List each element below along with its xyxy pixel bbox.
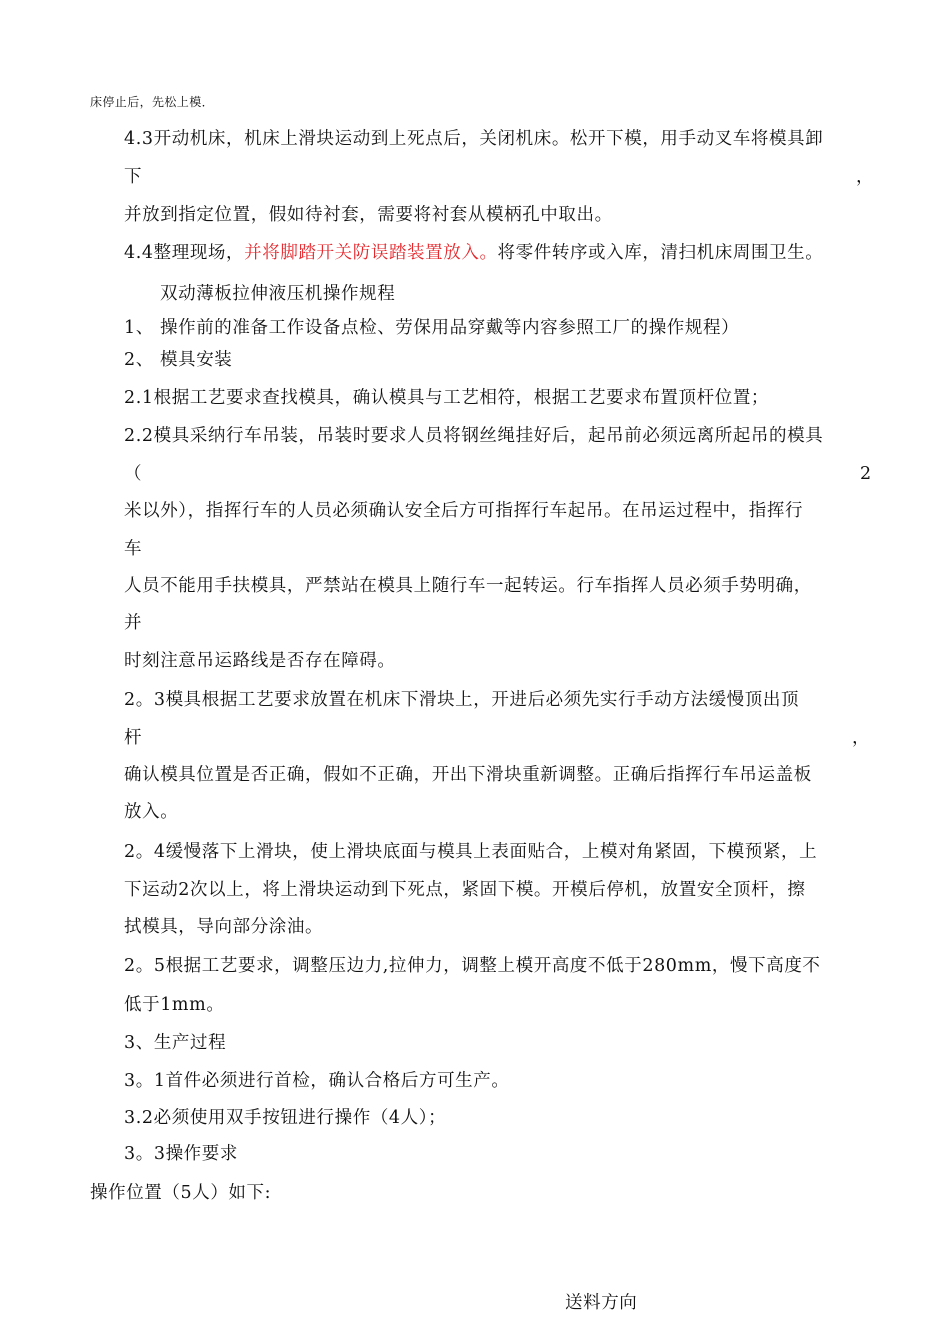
text-line: 时刻注意吊运路线是否存在障碍。 [124, 651, 396, 671]
text-line-end: ， [856, 167, 874, 187]
text-line: 下运动2次以上，将上滑块运动到下死点，紧固下模。开模后停机，放置安全顶杆，擦 [124, 880, 806, 900]
text-line: 人员不能用手扶模具，严禁站在模具上随行车一起转运。行车指挥人员必须手势明确， [124, 576, 812, 596]
text-line: 车 [124, 539, 143, 559]
text-line: 3.2必须使用双手按钮进行操作（4人）； [124, 1108, 447, 1128]
text-line: 床停止后，先松上模． [90, 95, 215, 109]
text-line: 3。3操作要求 [124, 1144, 238, 1164]
section-title: 双动薄板拉伸液压机操作规程 [160, 284, 396, 304]
text-line-end: 2 [860, 464, 872, 484]
text-line: （ [124, 464, 143, 484]
text-line: 2。3模具根据工艺要求放置在机床下滑块上，开进后必须先实行手动方法缓慢顶出顶 [124, 690, 800, 710]
text-line: 2.2模具采纳行车吊装，吊装时要求人员将钢丝绳挂好后，起吊前必须远离所起吊的模具 [124, 426, 824, 446]
text-line: 3、生产过程 [124, 1033, 227, 1053]
text-line: 2.1根据工艺要求查找模具，确认模具与工艺相符，根据工艺要求布置顶杆位置； [124, 388, 770, 408]
text-line: 4.3开动机床，机床上滑块运动到上死点后，关闭机床。松开下模，用手动叉车将模具卸 [124, 129, 824, 149]
diagram-label: 送料方向 [565, 1293, 638, 1313]
text-line: 3。1首件必须进行首检，确认合格后方可生产。 [124, 1071, 510, 1091]
text-line: 2。5根据工艺要求，调整压边力,拉伸力，调整上模开高度不低于280mm，慢下高度不 [124, 956, 821, 976]
text-line: 1、 操作前的准备工作设备点检、劳保用品穿戴等内容参照工厂的操作规程） [124, 318, 740, 338]
highlighted-text: 并将脚踏开关防误踏装置放入。 [244, 243, 498, 263]
text-line: 确认模具位置是否正确，假如不正确，开出下滑块重新调整。正确后指挥行车吊运盖板 [124, 765, 812, 785]
text-line: 操作位置（5人）如下: [90, 1183, 272, 1203]
text-segment: 将零件转序或入库，清扫机床周围卫生。 [497, 243, 824, 263]
text-line: 2、 模具安装 [124, 350, 233, 370]
text-line: 杆 [124, 728, 143, 748]
text-line: 并 [124, 613, 143, 633]
text-line: 米以外），指挥行车的人员必须确认安全后方可指挥行车起吊。在吊运过程中，指挥行 [124, 501, 804, 521]
text-line: 2。4缓慢落下上滑块，使上滑块底面与模具上表面贴合，上模对角紧固，下模预紧，上 [124, 842, 818, 862]
text-line-end: ， [852, 728, 870, 748]
text-line: 拭模具，导向部分涂油。 [124, 917, 324, 937]
text-line [124, 241, 823, 265]
text-segment: 4.4整理现场， [124, 243, 245, 263]
text-line: 放入。 [124, 802, 179, 822]
text-line: 低于1mm。 [124, 995, 225, 1015]
text-line: 下 [124, 167, 143, 187]
text-line: 并放到指定位置，假如待衬套，需要将衬套从模柄孔中取出。 [124, 205, 613, 225]
